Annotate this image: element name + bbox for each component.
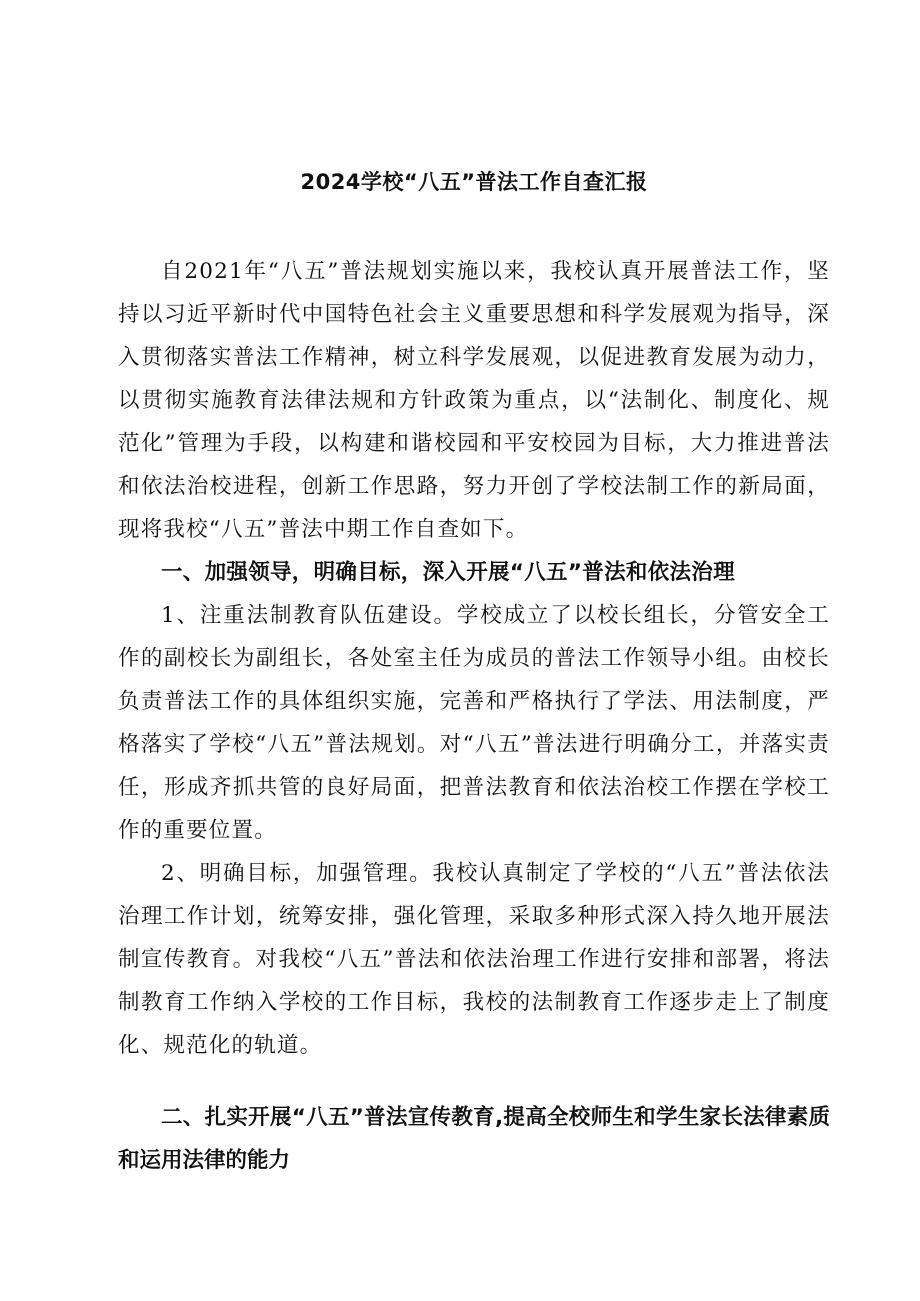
section-1-item-1: 1、注重法制教育队伍建设。学校成立了以校长组长，分管安全工作的副校长为副组长，各处室主任为成员的普法工作领导小组。由校长负责普法工作的具体组织实施，完善和严格执行了学法、用法制度，严格落实了学校“八五”普法规划。对“八五”普法进行明确分工，并落实责任，形成齐抓共管的良好局面，把普法教育和依法治校工作摆在学校工作的重要位置。 — [118, 603, 830, 843]
section-1-item-2: 2、明确目标，加强管理。我校认真制定了学校的“八五”普法依法治理工作计划，统筹安排，强化管理，采取多种形式深入持久地开展法制宣传教育。对我校“八五”普法和依法治理工作进行安排和部署，将法制教育工作纳入学校的工作目标，我校的法制教育工作逐步走上了制度化、规范化的轨道。 — [118, 861, 830, 1058]
section-2-heading: 二、扎实开展“八五”普法宣传教育,提高全校师生和学生家长法律素质和运用法律的能力 — [118, 1105, 830, 1173]
document-page — [118, 0, 830, 1301]
document-title: 2024学校“八五”普法工作自查汇报 — [300, 170, 648, 194]
intro-paragraph: 自2021年“八五”普法规划实施以来，我校认真开展普法工作，坚持以习近平新时代中国特色社会主义重要思想和科学发展观为指导，深入贯彻落实普法工作精神，树立科学发展观，以促进教育发展为动力，以贯彻实施教育法律法规和方针政策为重点，以“法制化、制度化、规范化”管理为手段，以构建和谐校园和平安校园为目标，大力推进普法和依法治校进程，创新工作思路，努力开创了学校法制工作的新局面，现将我校“八五”普法中期工作自查如下。 — [118, 259, 830, 542]
section-1-heading: 一、加强领导，明确目标，深入开展“八五”普法和依法治理 — [161, 560, 735, 585]
